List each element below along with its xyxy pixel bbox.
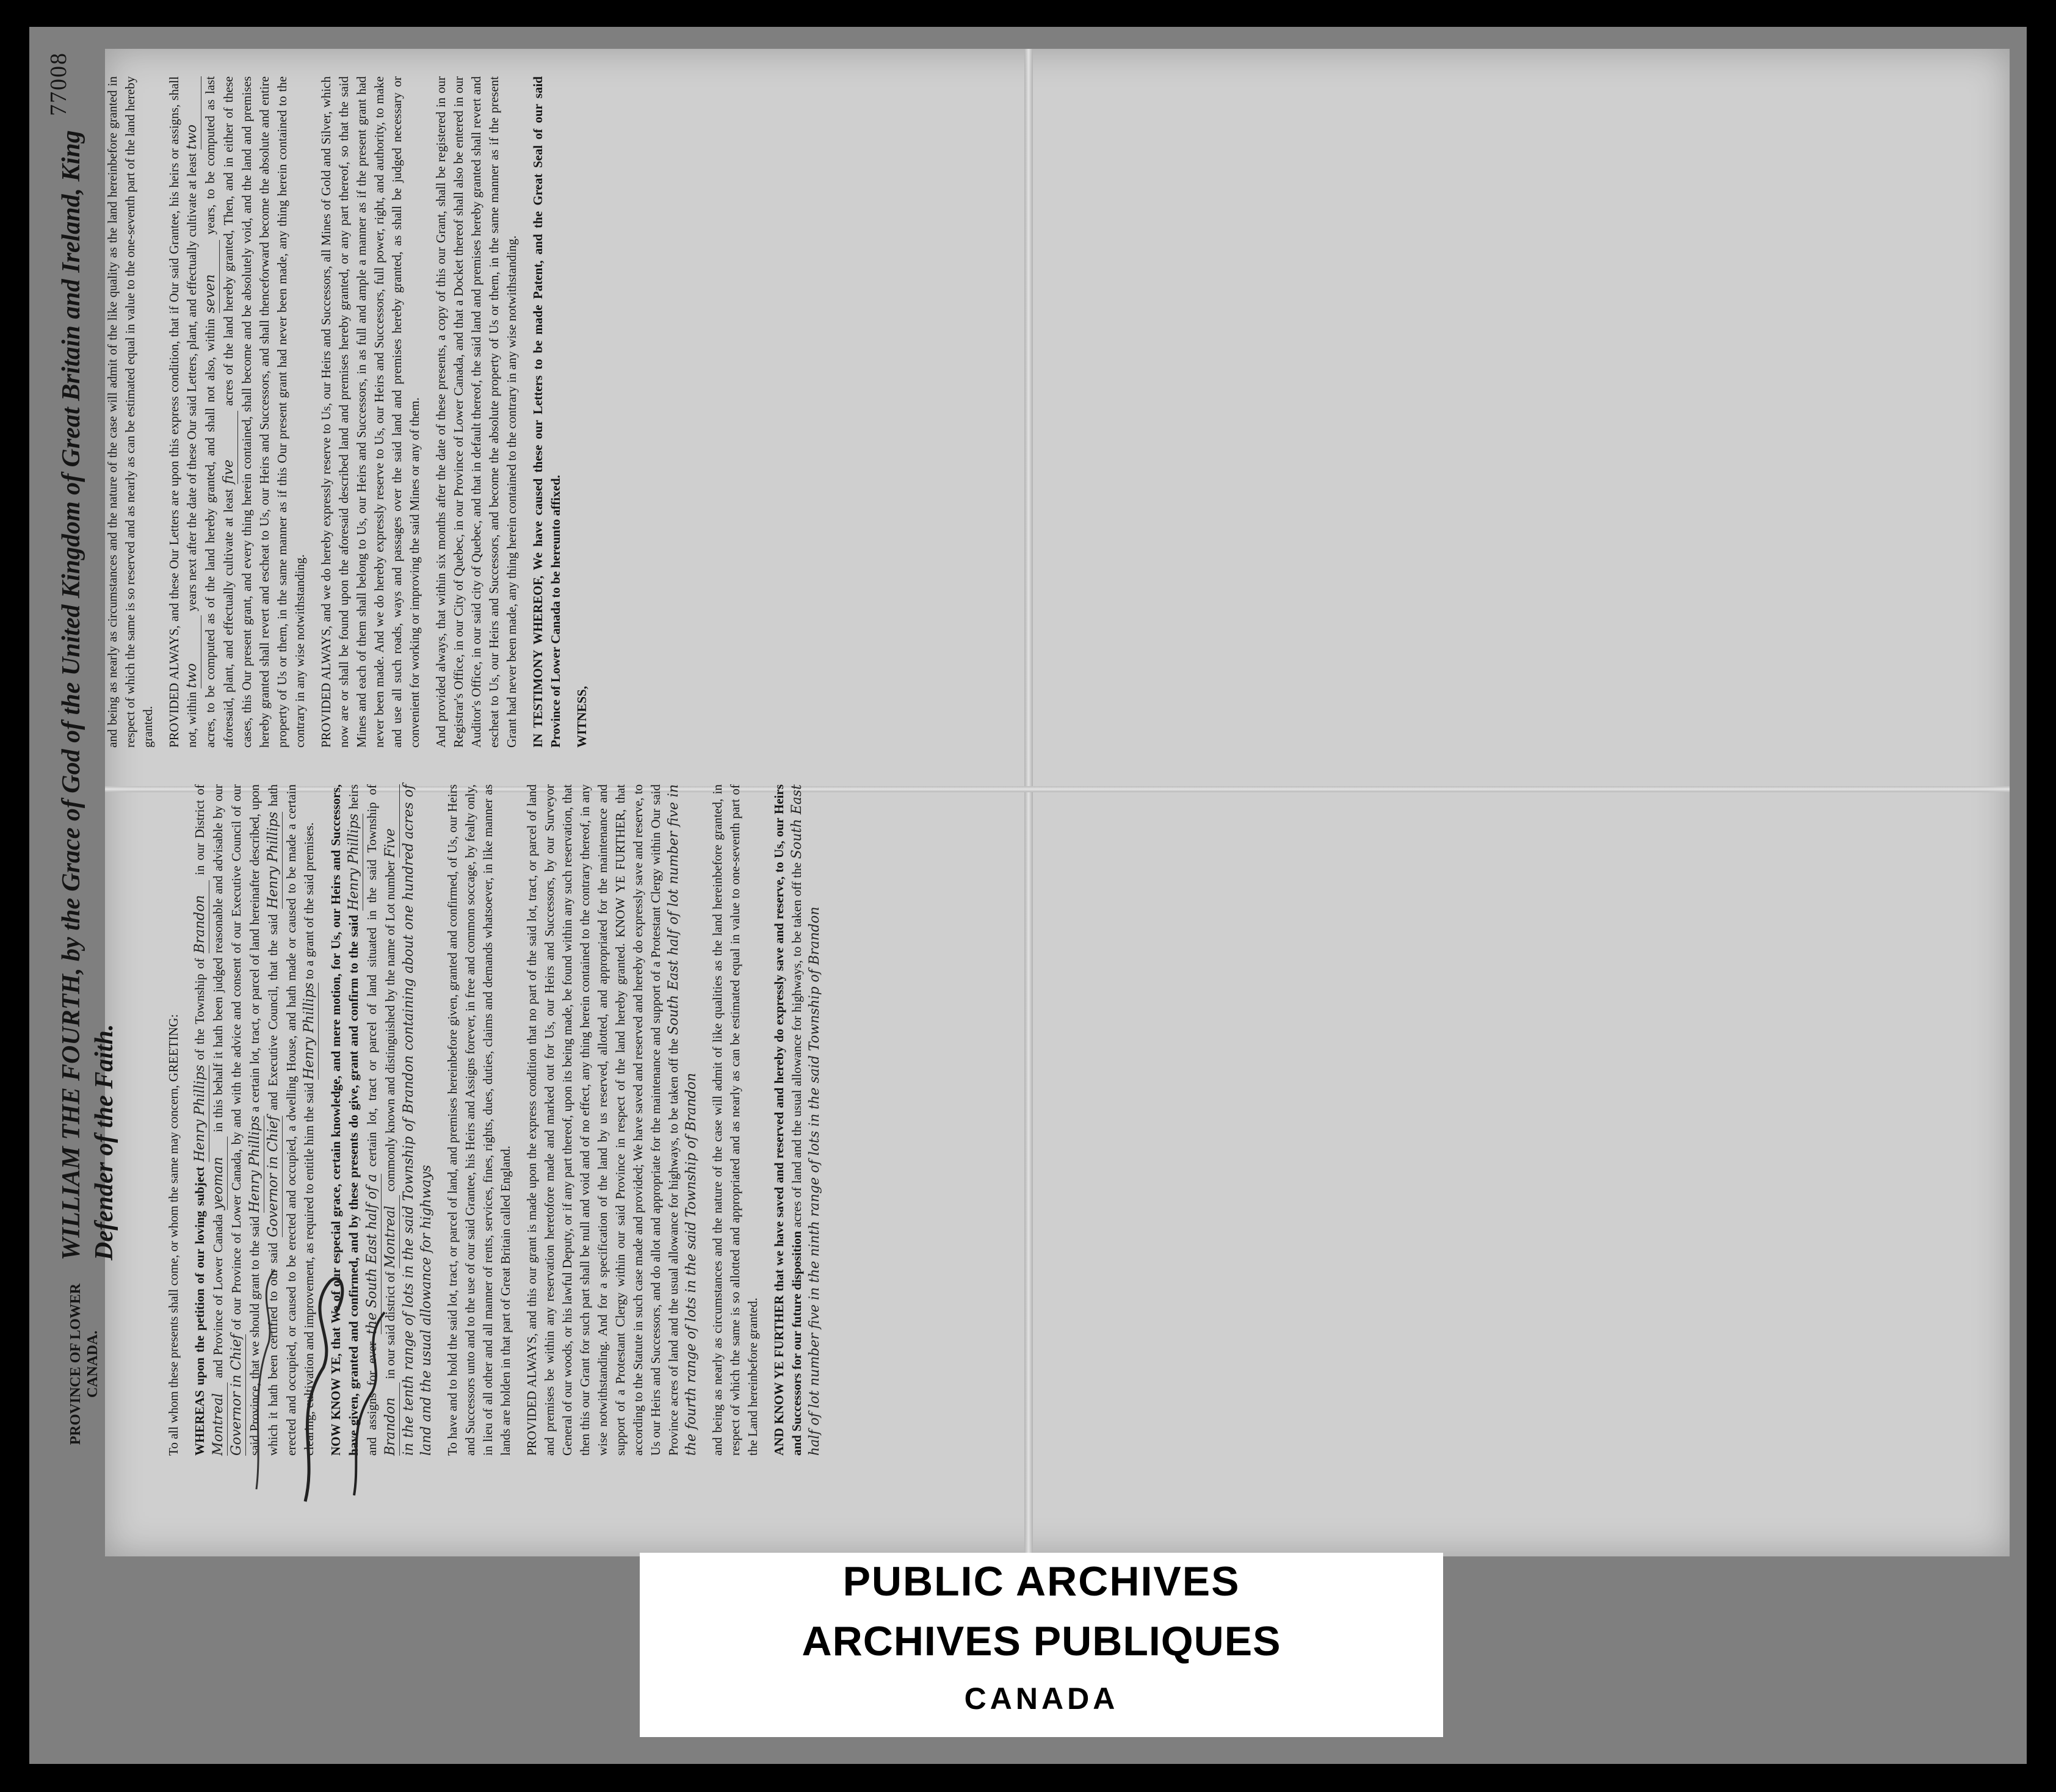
behalf-text: in this behalf it hath been judged reasonable and advisable by our xyxy=(211,784,225,1133)
advice-text: of our Province of Lower Canada, by and with the advice and consent of our Executive Council of our said Province, that we should grant to the said xyxy=(229,784,262,1456)
acres-text-2: acres of land and the usual allowance for highways, to be taken off the xyxy=(789,862,804,1228)
handwritten-line-2: acres of land and the usual allowance for highways xyxy=(401,784,434,1456)
erected-text: hath erected and occupied, or caused to be erected and occupied, a dwelling House, and hath made or caused to be made a certain clearing, cultivation and improvement, as required to entitle him the said xyxy=(266,784,316,1456)
document-number: 77008 xyxy=(46,52,71,116)
district-name: Montreal xyxy=(209,1382,228,1456)
years-text: years next after the date of these Our said Letters, plant, and effectually cultivate at least xyxy=(184,153,199,612)
lot-number: Five xyxy=(382,784,400,858)
witness-label: WITNESS, xyxy=(574,686,589,748)
right-clause-1: and being as nearly as circumstances and the nature of the case will admit of the like quality as the land hereinbefore granted in respect of which the same is so reserved and as nearly as can be estimated equal in value to the one-seventh part of the land hereby granted. xyxy=(105,76,155,748)
certain-text: a certain lot, tract, or parcel of land hereinafter described, upon which it hath been certified to our said xyxy=(247,784,280,1456)
archive-label-french: ARCHIVES PUBLIQUES xyxy=(802,1618,1281,1664)
handwritten-line-3: South East half of lot number five in the fourth range of lots in the said Township of Brandon xyxy=(666,784,699,1456)
occupation: yeoman xyxy=(209,1136,228,1210)
years-number: two xyxy=(183,615,201,688)
habendum-clause: To have and to hold the said lot, tract, or parcel of land, and premises hereinbefore given, granted and confirmed, of Us, our Heirs and Successors unto and to the use of our said Grantee, his Heirs and Assigns forever, in free and common soccage, by fealty only, in lieu of all other and all manner of rents, services, fines, rights, dues, duties, claims and demands whatsoever, in like manner as lands are holden in that part of Great Britain called England. xyxy=(445,784,513,1456)
grantee-name-2: Henry Phillips xyxy=(246,1116,264,1213)
archive-label-english: PUBLIC ARCHIVES xyxy=(842,1558,1240,1605)
lot-text: certain lot, tract or parcel of land situated in the said Township of xyxy=(364,784,379,1167)
document-title: WILLIAM THE FOURTH, by the Grace of God of the United Kingdom of Great Britain and Ireland, King Defender of the Faith. xyxy=(57,130,118,1260)
handwritten-line-1: in the tenth range of lots in the said Township of Brandon containing about one hundred xyxy=(401,842,416,1456)
greeting: To all whom these presents shall come, or whom the same may concern, GREETING: xyxy=(166,1014,181,1456)
lot-description: the South East half of a xyxy=(363,1174,382,1334)
district-text: in our District of xyxy=(192,784,207,875)
nearly-clause: and being as nearly as circumstances and the nature of the case will admit of like qualities as the land hereinbefore granted, in respect of which the same is so allotted and appropriated and as nearly as can be estimated equal in value to one-seventh part of the Land hereinbefore granted. xyxy=(710,784,760,1456)
archive-label-country: CANADA xyxy=(964,1682,1119,1716)
years-text-2: years, to be computed as last aforesaid, plant, and effectually cultivate at least xyxy=(203,76,236,748)
township-name: Brandon xyxy=(191,880,209,953)
grant-text: to a grant of the said premises. xyxy=(302,822,316,980)
right-clause-4: acres of the land hereby granted, Then, and in either of these cases, this Our present grant, and every thing herein contained, shall become and be absolutely void, and the land and premises hereby granted shall revert and escheat to Us, our Heirs and Successors, and shall thenceforward become the absolute and entire property of Us or them, in the same manner as if this Our present grant had never been made, any thing herein contained to the contrary in any wise notwithstanding. xyxy=(221,76,307,748)
heirs-text: heirs and assigns for ever xyxy=(346,784,379,1456)
acres-text: acres of land and the usual allowance for highways, xyxy=(666,1137,681,1407)
council-text: and Executive Council, that the said xyxy=(266,914,280,1111)
know-further-clause: AND KNOW YE FURTHER that we have saved and reserved and hereby do expressly save and reserve, to Us, our Heirs and Successors for our future disposition xyxy=(772,784,804,1456)
acres-number-2: five xyxy=(220,411,238,484)
right-clause-6: And provided always, that within six months after the date of these presents, a copy of this our Grant, shall be registered in our Registrar's Office, in our City of Quebec, in our Province of Lower Canada, and that a Docket thereof shall also be entered in our Auditor's Office, in our said city of Quebec, and that in default thereof, the said land and premises hereby granted shall revert and escheat to Us, our Heirs and Successors, and become the absolute property of Us or them, in the same manner as if the present Grant had never been made, any thing herein contained to the contrary in any wise notwithstanding. xyxy=(433,76,519,748)
years-number-2: seven xyxy=(201,240,220,313)
acres-computed: acres, to be computed as xyxy=(203,613,217,748)
province-heading: PROVINCE OF LOWER CANADA. xyxy=(68,1283,101,1445)
governor-title: Governor in Chief xyxy=(228,1334,246,1456)
right-column xyxy=(104,76,599,748)
taken-off-text: to be taken off the xyxy=(666,1038,681,1134)
now-know-clause: NOW KNOW YE, that We of our especial grace, certain knowledge, and mere motion, for Us, our Heirs and Successors, have given, granted and confirmed, and by these presents do give, grant and confirm to the said xyxy=(328,784,361,1456)
township-name-2: Brandon xyxy=(382,1382,400,1456)
right-clause-2: PROVIDED ALWAYS, and these Our Letters are upon this express condition, that if Our said Grantee, his heirs or assigns, shall not, within xyxy=(167,76,199,748)
province-text: and Province of Lower Canada xyxy=(211,1214,225,1378)
district-name-2: Montreal xyxy=(382,1195,400,1268)
right-clause-3: of the land hereby granted, and shall not also, within xyxy=(203,319,217,608)
testimony-clause: IN TESTIMONY WHEREOF, We have caused these our Letters to be made Patent, and the Great Seal of our said Province of Lower Canada to be hereunto affixed. xyxy=(530,76,563,748)
in-district-text: in our said district of xyxy=(383,1271,397,1379)
grantee-name-3: Henry Phillips xyxy=(264,812,283,909)
lot-number-text: commonly known and distinguished by the name of Lot number xyxy=(383,861,397,1192)
right-clause-5: PROVIDED ALWAYS, and we do hereby expressly reserve to Us, our Heirs and Successors, all Mines of Gold and Silver, which now are or shall be found upon the aforesaid described land and premises hereby granted, or any part thereof, so that the said Mines and each of them shall belong to Us, our Heirs and Successors, in as full and ample a manner as if the present grant had never been made. And we do hereby expressly reserve to Us, our Heirs and Successors, full power, right, and authority, to make and use all such roads, ways and passages over the said land and premises hereby granted, as shall be judged necessary or convenient for working or improving the said Mines or any of them. xyxy=(319,76,422,748)
township-label: of the Township of xyxy=(192,958,207,1060)
grantee-name-5: Henry Phillips xyxy=(345,814,363,911)
provided-clause: PROVIDED ALWAYS, and this our grant is made upon the express condition that no part of the said lot, tract, or parcel of land and premises be within any reservation heretofore made and marked out for Us, our Heirs and Successors, by our Surveyor General of our woods, or his lawful Deputy, or if any part thereof, upon its being made, be found within any such reservation, that then this our Grant for such part shall be null and void and of no effect, any thing herein contained to the contrary thereof, in any wise notwithstanding. And for a specification of the land by us reserved, allotted, and appropriated for the maintenance and support of a Protestant Clergy within our said Province in respect of the land hereby granted. KNOW YE FURTHER, that according to the Statute in such case made and provided; We have saved and reserved and hereby do expressly save and reserve, to Us our Heirs and Successors, and do allot and appropriate for the maintenance and support of a Protestant Clergy within Our said Province xyxy=(524,784,681,1456)
petitioner-name: Henry Phillips xyxy=(191,1065,209,1162)
acres-number: two xyxy=(183,76,201,150)
certified-to: Governor in Chief xyxy=(264,1116,283,1237)
whereas-clause: WHEREAS upon the petition of our loving subject xyxy=(192,1166,207,1456)
handwritten-signatures xyxy=(232,1257,415,1514)
handwritten-line-4: South East half of lot number five in the ninth range of lots in the said Township of Brandon xyxy=(789,784,822,1456)
grantee-name-4: Henry Phillips xyxy=(300,983,319,1080)
archive-label xyxy=(640,1553,1443,1737)
